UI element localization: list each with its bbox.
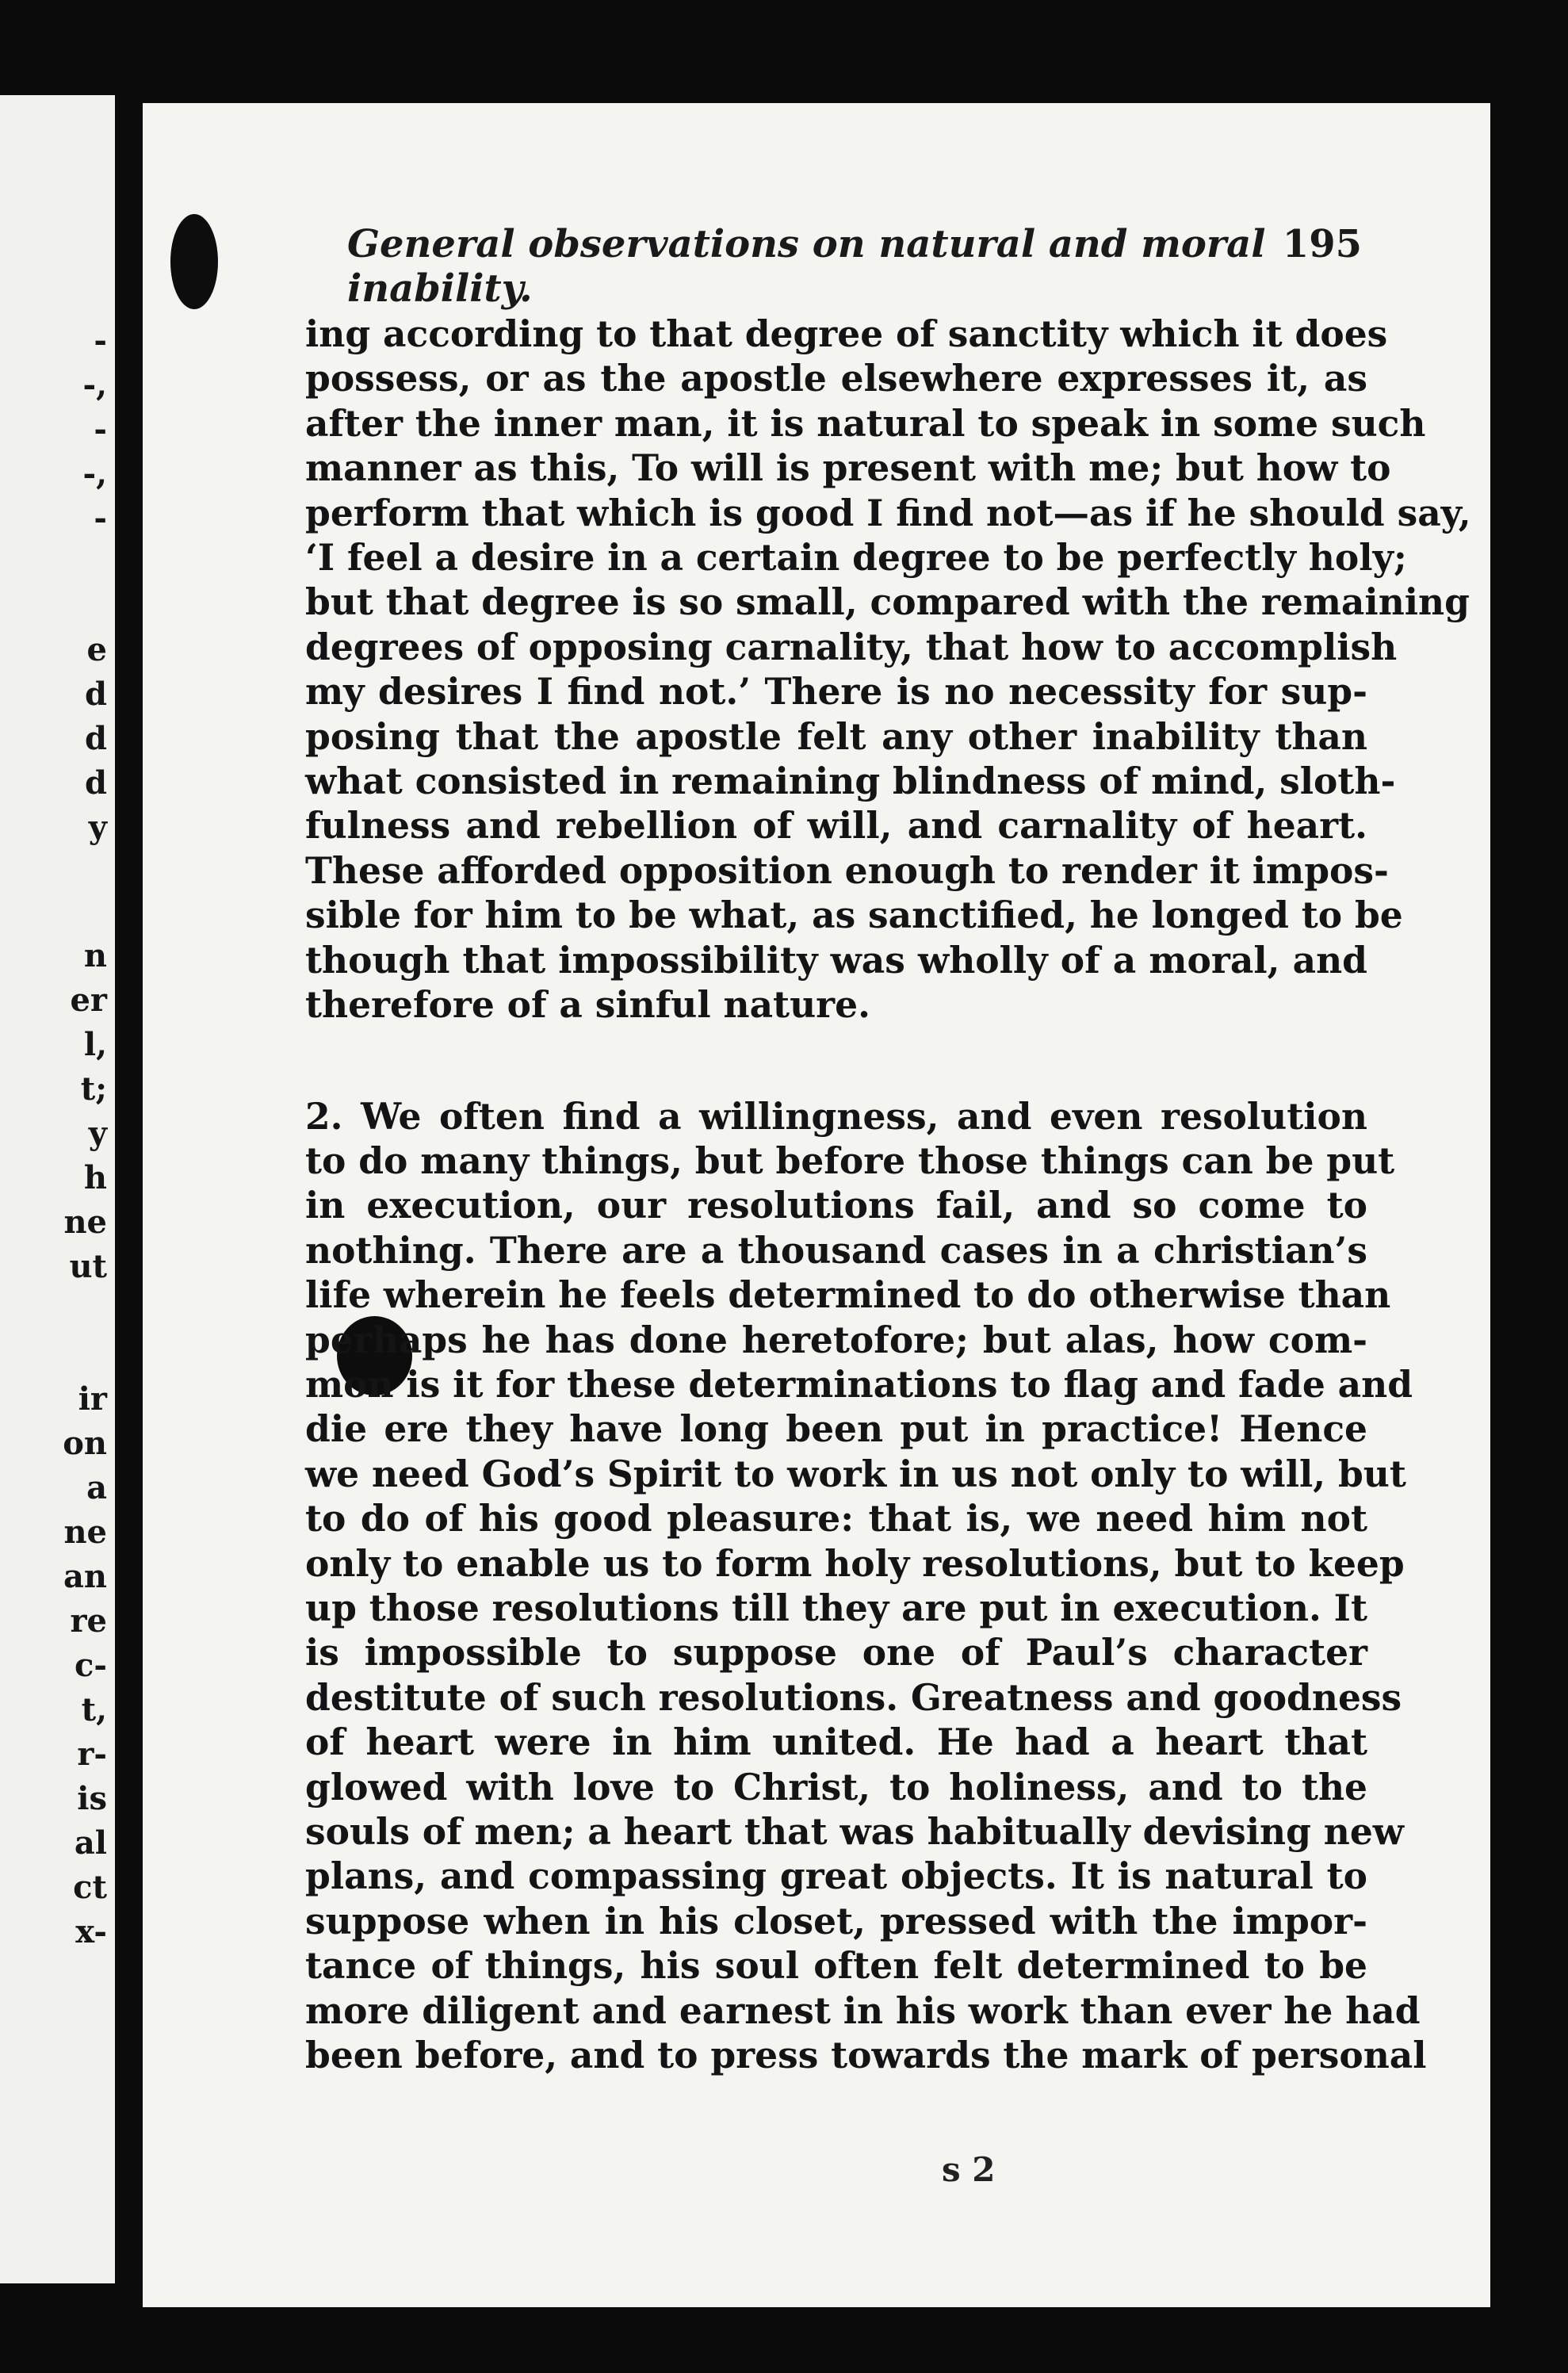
text-line: sible for him to be what, as sanctified, he longed to be xyxy=(305,894,1403,937)
text-line: manner as this, To will is present with me; but how to xyxy=(305,446,1391,490)
facing-page-fragment: d xyxy=(85,764,107,802)
facing-page-fragment: - xyxy=(94,322,107,359)
text-line: die ere they have long been put in practice! Hence xyxy=(305,1407,1367,1451)
facing-page-fragment: ir xyxy=(78,1380,107,1418)
paragraph-2 xyxy=(305,1094,1427,2078)
book-gutter xyxy=(115,87,147,2291)
text-line: 2. We often find a willingness, and even resolution xyxy=(305,1094,1367,1138)
text-line: tance of things, his soul often felt determined to be xyxy=(305,1944,1367,1988)
text-line: posing that the apostle felt any other inability than xyxy=(305,714,1367,758)
facing-page-fragment: er xyxy=(70,982,107,1019)
text-line: perhaps he has done heretofore; but alas, how com- xyxy=(305,1318,1367,1361)
text-line: souls of men; a heart that was habitually devising new xyxy=(305,1810,1404,1853)
facing-page-fragment: ne xyxy=(63,1514,107,1551)
text-line: though that impossibility was wholly of a moral, and xyxy=(305,938,1367,982)
facing-page-fragment: ct xyxy=(73,1869,107,1906)
facing-page-fragment: y xyxy=(88,809,107,846)
facing-page-fragment: -, xyxy=(82,455,107,492)
text-line: fulness and rebellion of will, and carnality of heart. xyxy=(305,804,1367,848)
facing-page-fragment: c- xyxy=(75,1647,107,1684)
running-header-title: General observations on natural and moral inability. xyxy=(347,222,1266,311)
facing-page-fragment: r- xyxy=(77,1736,107,1773)
facing-page-fragment: n xyxy=(83,937,107,974)
page-sheet xyxy=(143,103,1490,2307)
running-header xyxy=(347,222,1362,311)
facing-page-fragment: l, xyxy=(83,1026,107,1063)
text-line: been before, and to press towards the mark of personal xyxy=(305,2034,1427,2077)
facing-page-fragment: - xyxy=(94,499,107,537)
page-body xyxy=(305,312,1471,2077)
page-number: 195 xyxy=(1282,222,1362,266)
facing-page-fragment: x- xyxy=(75,1913,107,1950)
text-line: to do many things, but before those things can be put xyxy=(305,1139,1395,1182)
text-line: but that degree is so small, compared with the remaining xyxy=(305,580,1470,624)
text-line: nothing. There are a thousand cases in a christian’s xyxy=(305,1228,1367,1272)
text-line: only to enable us to form holy resolutions, but to keep xyxy=(305,1541,1405,1585)
text-line: plans, and compassing great objects. It is natural to xyxy=(305,1854,1367,1898)
text-line: therefore of a sinful nature. xyxy=(305,983,870,1027)
facing-page-fragment: -, xyxy=(82,366,107,404)
facing-page-fragment: - xyxy=(94,411,107,448)
facing-page-fragment: on xyxy=(63,1425,107,1462)
text-line: is impossible to suppose one of Paul’s character xyxy=(305,1631,1367,1674)
facing-page-fragment: ut xyxy=(69,1248,107,1285)
text-line: possess, or as the apostle elsewhere expresses it, as xyxy=(305,357,1367,400)
facing-page-fragment: is xyxy=(77,1780,107,1817)
text-line: my desires I find not.’ There is no necessity for sup- xyxy=(305,670,1367,714)
facing-page-fragment: an xyxy=(63,1558,107,1595)
text-line: perform that which is good I find not—as if he should say, xyxy=(305,491,1471,534)
text-line: life wherein he feels determined to do otherwise than xyxy=(305,1273,1391,1317)
text-line: after the inner man, it is natural to speak in some such xyxy=(305,401,1426,445)
facing-page-fragment: a xyxy=(86,1469,107,1506)
ink-blot xyxy=(170,214,218,309)
facing-page-fragment: re xyxy=(70,1602,107,1640)
text-line: what consisted in remaining blindness of mind, sloth- xyxy=(305,760,1396,803)
text-line: in execution, our resolutions fail, and so come to xyxy=(305,1184,1367,1227)
text-line: degrees of opposing carnality, that how to accomplish xyxy=(305,625,1398,668)
text-line: up those resolutions till they are put in execution. It xyxy=(305,1586,1367,1629)
text-line: more diligent and earnest in his work than ever he had xyxy=(305,1988,1421,2032)
text-line: we need God’s Spirit to work in us not only to will, but xyxy=(305,1452,1406,1495)
facing-page-fragment: y xyxy=(88,1115,107,1152)
facing-page-fragment: t; xyxy=(80,1070,107,1108)
facing-page-fragment: h xyxy=(83,1159,107,1196)
text-line: suppose when in his closet, pressed with the impor- xyxy=(305,1899,1367,1942)
text-line: mon is it for these determinations to flag and fade and xyxy=(305,1362,1413,1406)
text-line: ing according to that degree of sanctity which it does xyxy=(305,312,1388,355)
facing-page-fragment: al xyxy=(74,1824,107,1862)
signature-mark: s 2 xyxy=(942,2150,996,2189)
facing-page-fragment: t, xyxy=(81,1691,107,1728)
facing-page-fragment: ne xyxy=(63,1204,107,1241)
text-line: glowed with love to Christ, to holiness, and to the xyxy=(305,1765,1367,1808)
facing-page-edge xyxy=(0,95,115,2283)
paragraph-1 xyxy=(305,312,1471,1028)
text-line: of heart were in him united. He had a heart that xyxy=(305,1720,1367,1764)
facing-page-fragment: e xyxy=(86,631,107,668)
facing-page-fragment: d xyxy=(85,676,107,713)
text-line: to do of his good pleasure: that is, we need him not xyxy=(305,1497,1367,1541)
text-line: ‘I feel a desire in a certain degree to be perfectly holy; xyxy=(305,536,1407,580)
text-line: These afforded opposition enough to render it impos- xyxy=(305,848,1389,892)
text-line: destitute of such resolutions. Greatness and goodness xyxy=(305,1675,1402,1719)
facing-page-fragment: d xyxy=(85,720,107,757)
